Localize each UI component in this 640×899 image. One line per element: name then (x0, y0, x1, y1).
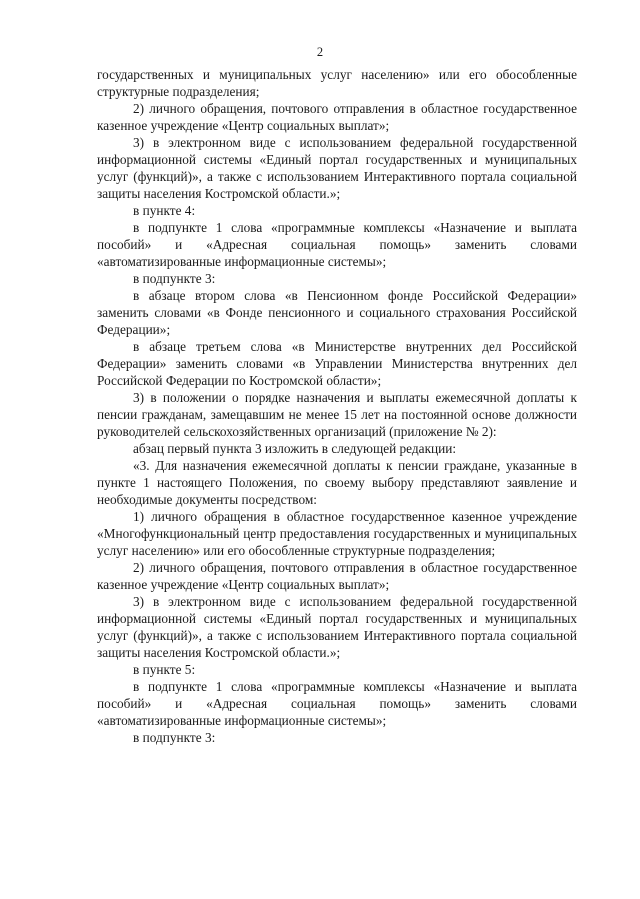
paragraph: 2) личного обращения, почтового отправления в областное государственное казенное учреждение «Центр социальных выплат»; (97, 101, 577, 133)
paragraph: 3) в электронном виде с использованием федеральной государственной информационной системы «Единый портал государственных и муниципальных услуг (функций)», а также с использованием Интерактивного портала социальной защиты населения Костромской области.»; (97, 594, 577, 660)
paragraph: в пункте 4: (133, 203, 196, 218)
document-body (97, 66, 577, 746)
paragraph: в пункте 5: (133, 662, 196, 677)
paragraph: в абзаце втором слова «в Пенсионном фонде Российской Федерации» заменить словами «в Фонде пенсионного и социального страхования Российской Федерации»; (97, 288, 577, 337)
paragraph: в абзаце третьем слова «в Министерстве внутренних дел Российской Федерации» заменить словами «в Управлении Министерства внутренних дел Российской Федерации по Костромской области»; (97, 339, 577, 388)
paragraph: в подпункте 1 слова «программные комплексы «Назначение и выплата пособий» и «Адресная социальная помощь» заменить словами «автоматизированные информационные системы»; (97, 220, 577, 269)
page-number: 2 (316, 45, 324, 59)
paragraph: в подпункте 3: (133, 271, 216, 286)
paragraph: 3) в положении о порядке назначения и выплаты ежемесячной доплаты к пенсии гражданам, замещавшим не менее 15 лет на постоянной основе должности руководителей сельскохозяйственных организаций (приложение № 2): (97, 390, 577, 439)
paragraph: в подпункте 1 слова «программные комплексы «Назначение и выплата пособий» и «Адресная социальная помощь» заменить словами «автоматизированные информационные системы»; (97, 679, 577, 728)
paragraph: 1) личного обращения в областное государственное казенное учреждение «Многофункциональный центр предоставления государственных и муниципальных услуг населению» или его обособленные структурные подразделения; (97, 509, 577, 558)
paragraph: 2) личного обращения, почтового отправления в областное государственное казенное учреждение «Центр социальных выплат»; (97, 560, 577, 592)
paragraph: государственных и муниципальных услуг населению» или его обособленные структурные подразделения; (97, 67, 577, 99)
paragraph: 3) в электронном виде с использованием федеральной государственной информационной системы «Единый портал государственных и муниципальных услуг (функций)», а также с использованием Интерактивного портала социальной защиты населения Костромской области.»; (97, 135, 577, 201)
paragraph: «3. Для назначения ежемесячной доплаты к пенсии граждане, указанные в пункте 1 настоящего Положения, по своему выбору представляют заявление и необходимые документы посредством: (97, 458, 577, 507)
paragraph: абзац первый пункта 3 изложить в следующей редакции: (133, 441, 457, 456)
paragraph: в подпункте 3: (133, 730, 216, 745)
